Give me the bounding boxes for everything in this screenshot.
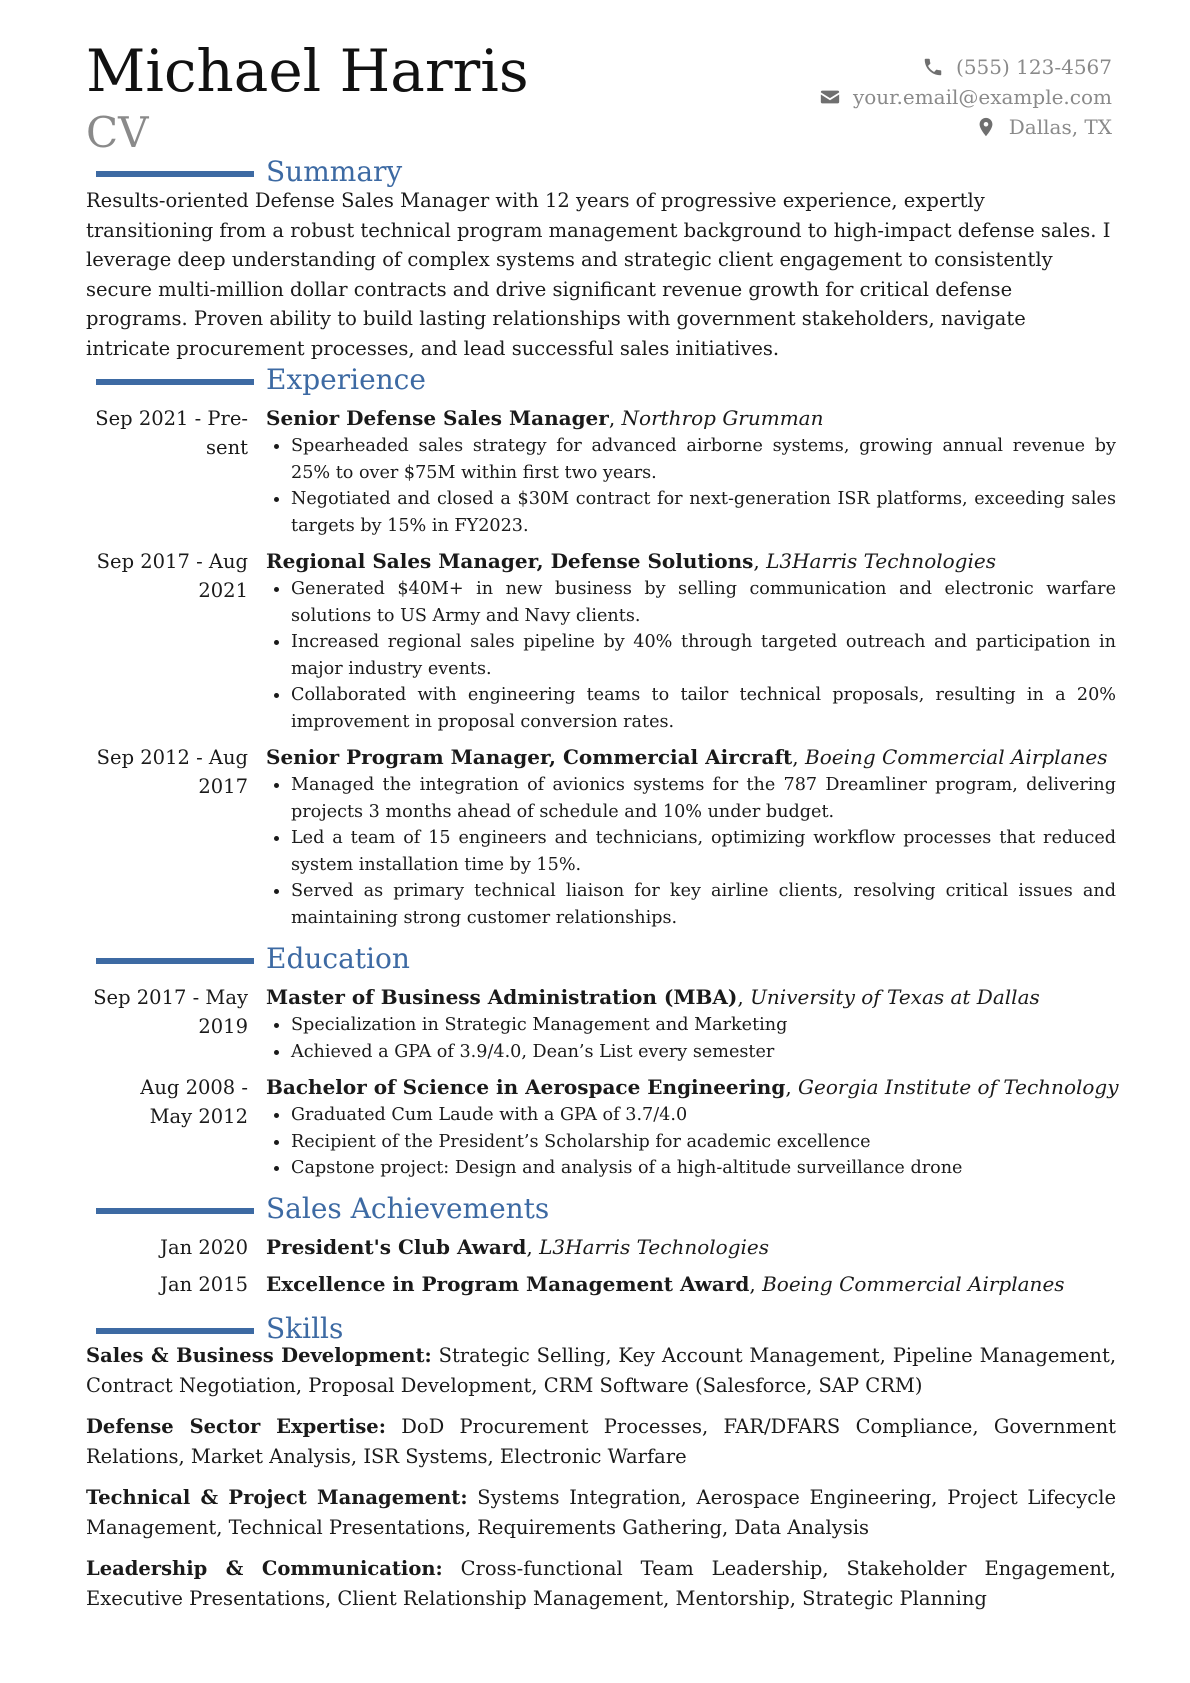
- summary-text: Results-oriented Defense Sales Manager with 12 years of progressive experience, expertly transitioning from a robust technical program management background to high-impact defense sales. I leverage deep understanding of complex systems and strategic client engagement to consistently secure multi-million dollar contracts and drive significant revenue growth for critical defense programs. Proven ability to build lasting relationships with government stakeholders, navigate intricate procurement processes, and lead successful sales initiatives.: [86, 189, 1111, 360]
- entry-heading: Master of Business Administration (MBA), University of Texas at Dallas: [266, 985, 1040, 1009]
- bullet-list: [266, 1102, 1116, 1182]
- contact-email: [692, 82, 1112, 112]
- section-bar: [96, 171, 254, 177]
- award-name: Excellence in Program Management Award: [266, 1272, 750, 1296]
- section-heading-experience: [96, 363, 1096, 397]
- degree: Master of Business Administration (MBA): [266, 985, 738, 1009]
- job-title: Senior Program Manager, Commercial Aircraft: [266, 745, 793, 769]
- organization: Northrop Grumman: [621, 406, 824, 430]
- entry-body: [266, 1270, 1116, 1299]
- section-bar: [96, 1328, 254, 1334]
- entry-heading: Regional Sales Manager, Defense Solutions, L3Harris Technologies: [266, 549, 996, 573]
- entry-heading: Excellence in Program Management Award, Boeing Commercial Airplanes: [266, 1272, 1065, 1296]
- bullet-list: [266, 576, 1116, 736]
- entry-body: [266, 547, 1116, 736]
- entry-date: Jan 2020: [160, 1236, 248, 1259]
- phone-number[interactable]: (555) 123-4567: [956, 55, 1112, 79]
- bullet-item: Led a team of 15 engineers and technicians, optimizing workflow processes that reduced system installation time by 15%.: [266, 825, 1116, 878]
- skill-category: Defense Sector Expertise:: [86, 1415, 386, 1438]
- bullet-item: Collaborated with engineering teams to tailor technical proposals, resulting in a 20% improvement in proposal conversion rates.: [266, 682, 1116, 735]
- entry-date: Sep 2021 - Pre- sent: [95, 407, 248, 459]
- entry-body: [266, 983, 1116, 1065]
- contact-location: [692, 112, 1112, 142]
- map-pin-icon: [975, 116, 997, 138]
- degree: Bachelor of Science in Aerospace Engineering: [266, 1075, 786, 1099]
- entry-heading: Senior Defense Sales Manager, Northrop Grumman: [266, 406, 824, 430]
- bullet-list: [266, 433, 1116, 539]
- contact-block: [692, 52, 1112, 142]
- skill-items: Strategic Selling, Key Account Management, Pipeline Management, Contract Negotiation, Proposal Development, CRM Software (Salesforce, SAP CRM): [86, 1344, 1117, 1397]
- entry-body: [266, 1073, 1119, 1182]
- skill-group: [86, 1341, 1116, 1400]
- award-name: President's Club Award: [266, 1235, 527, 1259]
- entry-body: [266, 1233, 1116, 1262]
- contact-phone: [692, 52, 1112, 82]
- job-title: Regional Sales Manager, Defense Solutions: [266, 549, 754, 573]
- entry-date: Aug 2008 - May 2012: [140, 1076, 248, 1128]
- bullet-item: Recipient of the President’s Scholarship for academic excellence: [266, 1129, 1116, 1156]
- bullet-item: Managed the integration of avionics systems for the 787 Dreamliner program, delivering projects 3 months ahead of schedule and 10% under budget.: [266, 772, 1116, 825]
- phone-icon: [922, 56, 944, 78]
- institution: University of Texas at Dallas: [750, 985, 1040, 1009]
- bullet-item: Graduated Cum Laude with a GPA of 3.7/4.0: [266, 1102, 1116, 1129]
- job-title: Senior Defense Sales Manager: [266, 406, 609, 430]
- entry-body: [266, 743, 1116, 932]
- bullet-item: Specialization in Strategic Management and Marketing: [266, 1012, 1116, 1039]
- bullet-item: Served as primary technical liaison for key airline clients, resolving critical issues and maintaining strong customer relationships.: [266, 878, 1116, 931]
- bullet-list: [266, 1012, 1116, 1065]
- bullet-item: Generated $40M+ in new business by selling communication and electronic warfare solutions to US Army and Navy clients.: [266, 576, 1116, 629]
- skill-group: [86, 1412, 1116, 1471]
- entry-date: Sep 2012 - Aug 2017: [96, 746, 248, 798]
- section-title: Sales Achievements: [266, 1192, 550, 1225]
- organization: Boeing Commercial Airplanes: [805, 745, 1108, 769]
- skill-group: [86, 1483, 1116, 1542]
- bullet-item: Spearheaded sales strategy for advanced airborne systems, growing annual revenue by 25% to over $75M within first two years.: [266, 433, 1116, 486]
- section-heading-education: [96, 942, 1096, 976]
- section-title: Summary: [266, 155, 403, 188]
- section-heading-achievements: [96, 1192, 1096, 1226]
- bullet-item: Achieved a GPA of 3.9/4.0, Dean’s List every semester: [266, 1039, 1116, 1066]
- section-bar: [96, 1208, 254, 1214]
- entry-heading: President's Club Award, L3Harris Technologies: [266, 1235, 769, 1259]
- bullet-list: [266, 772, 1116, 932]
- envelope-icon: [819, 86, 841, 108]
- entry-body: [266, 404, 1116, 539]
- bullet-item: Increased regional sales pipeline by 40% through targeted outreach and participation in major industry events.: [266, 629, 1116, 682]
- entry-date: Jan 2015: [160, 1273, 248, 1296]
- section-title: Skills: [266, 1312, 344, 1345]
- section-bar: [96, 379, 254, 385]
- email-address[interactable]: your.email@example.com: [852, 85, 1112, 109]
- bullet-item: Capstone project: Design and analysis of a high-altitude surveillance drone: [266, 1155, 1116, 1182]
- entry-heading: Senior Program Manager, Commercial Aircraft, Boeing Commercial Airplanes: [266, 745, 1108, 769]
- location: Dallas, TX: [1008, 115, 1112, 139]
- section-bar: [96, 958, 254, 964]
- entry-date: Sep 2017 - Aug 2021: [96, 550, 248, 602]
- section-heading-summary: [96, 155, 1096, 189]
- entry-heading: Bachelor of Science in Aerospace Engineering, Georgia Institute of Technology: [266, 1075, 1119, 1099]
- bullet-item: Negotiated and closed a $30M contract for next-generation ISR platforms, exceeding sales targets by 15% in FY2023.: [266, 486, 1116, 539]
- organization: Boeing Commercial Airplanes: [762, 1272, 1065, 1296]
- skill-category: Sales & Business Development:: [86, 1344, 432, 1367]
- skill-items: Systems Integration, Aerospace Engineering, Project Lifecycle Management, Technical Presentations, Requirements Gathering, Data Analysis: [86, 1486, 1117, 1539]
- candidate-name: Michael Harris: [86, 37, 529, 105]
- skill-category: Technical & Project Management:: [86, 1486, 468, 1509]
- skill-items: DoD Procurement Processes, FAR/DFARS Compliance, Government Relations, Market Analysis, ISR Systems, Electronic Warfare: [86, 1415, 1117, 1468]
- entry-date: Sep 2017 - May 2019: [93, 986, 248, 1038]
- skill-category: Leadership & Communication:: [86, 1557, 443, 1580]
- section-title: Education: [266, 942, 410, 975]
- organization: L3Harris Technologies: [766, 549, 996, 573]
- institution: Georgia Institute of Technology: [798, 1075, 1119, 1099]
- document-type: CV: [86, 108, 149, 157]
- section-title: Experience: [266, 363, 426, 396]
- skill-group: [86, 1554, 1116, 1613]
- organization: L3Harris Technologies: [539, 1235, 769, 1259]
- skill-items: Cross-functional Team Leadership, Stakeholder Engagement, Executive Presentations, Client Relationship Management, Mentorship, Strategic Planning: [86, 1557, 1116, 1610]
